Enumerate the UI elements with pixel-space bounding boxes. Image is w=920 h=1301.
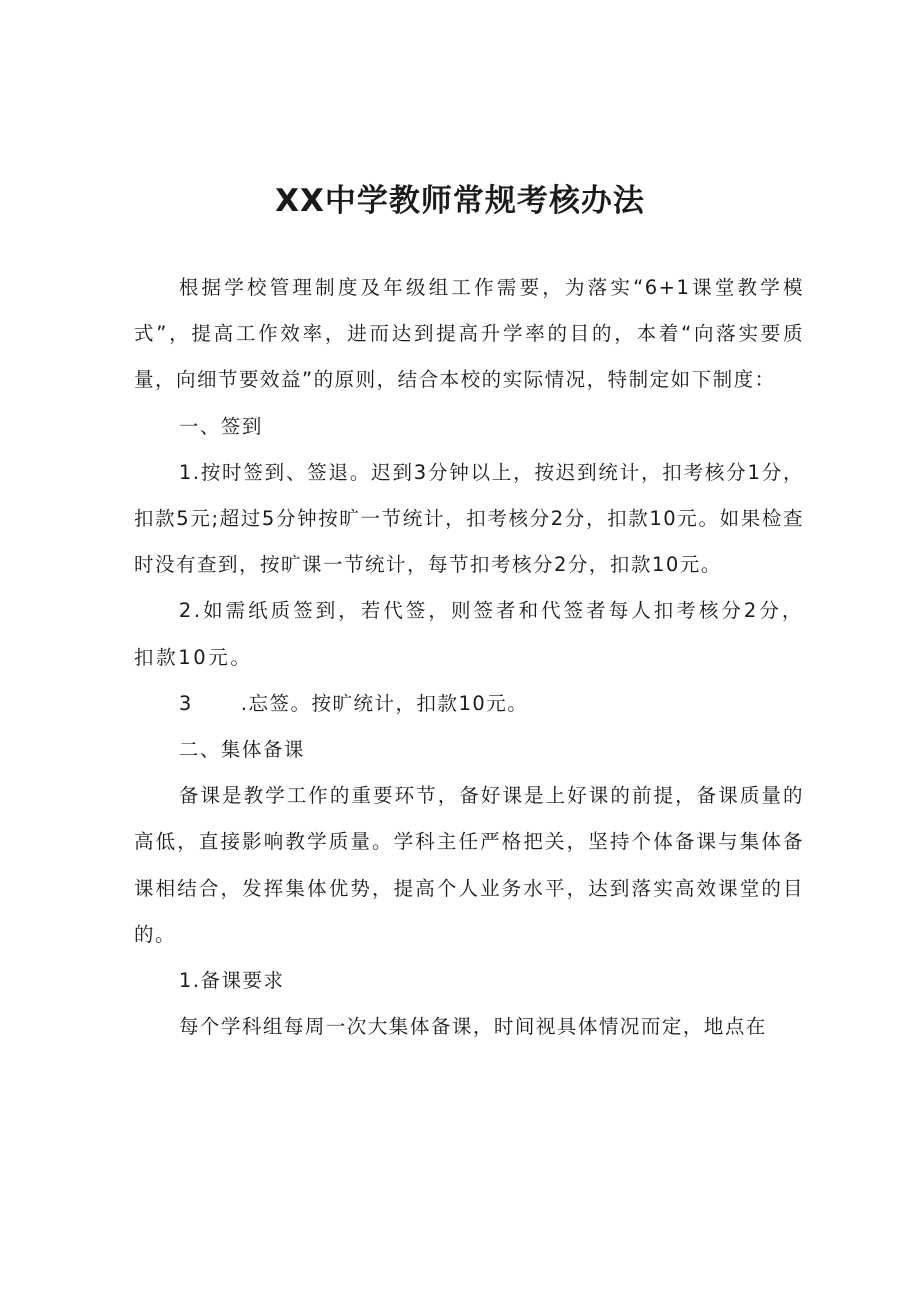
sign-in-rule-1: 1.按时签到、签退。迟到3分钟以上，按迟到统计，扣考核分1分，扣款5元;超过5分钟按旷一节统计，扣考核分2分，扣款10元。如果检查时没有查到，按旷课一节统计，每节扣考核分2分，扣款10元。 (134, 460, 804, 577)
sign-in-rule-3 (134, 681, 804, 727)
document-title: XX中学教师常规考核办法 (275, 183, 645, 219)
sign-in-rule-3-text: .忘签。按旷统计，扣款10元。 (240, 691, 529, 715)
lesson-prep-intro-paragraph: 备课是教学工作的重要环节，备好课是上好课的前提，备课质量的高低，直接影响教学质量。学科主任严格把关，坚持个体备课与集体备课相结合，发挥集体优势，提高个人业务水平，达到落实高效课堂的目的。 (134, 784, 804, 946)
section-heading-sign-in: 一、签到 (178, 414, 263, 438)
intro-paragraph: 根据学校管理制度及年级组工作需要，为落实“6+1课堂教学模式”，提高工作效率，进而达到提高升学率的目的，本着“向落实要质量，向细节要效益”的原则，结合本校的实际情况，特制定如下制度： (134, 276, 804, 392)
lesson-prep-requirement-text: 每个学科组每周一次大集体备课，时间视具体情况而定，地点在 (178, 1015, 767, 1039)
lesson-prep-requirement-heading: 1.备课要求 (178, 969, 285, 993)
document-body (134, 265, 804, 1050)
sign-in-rule-3-number: 3 (178, 691, 193, 715)
section-heading-group-lesson-prep: 二、集体备课 (178, 738, 305, 762)
sign-in-rule-2: 2.如需纸质签到，若代签，则签者和代签者每人扣考核分2分，扣款10元。 (134, 599, 804, 669)
